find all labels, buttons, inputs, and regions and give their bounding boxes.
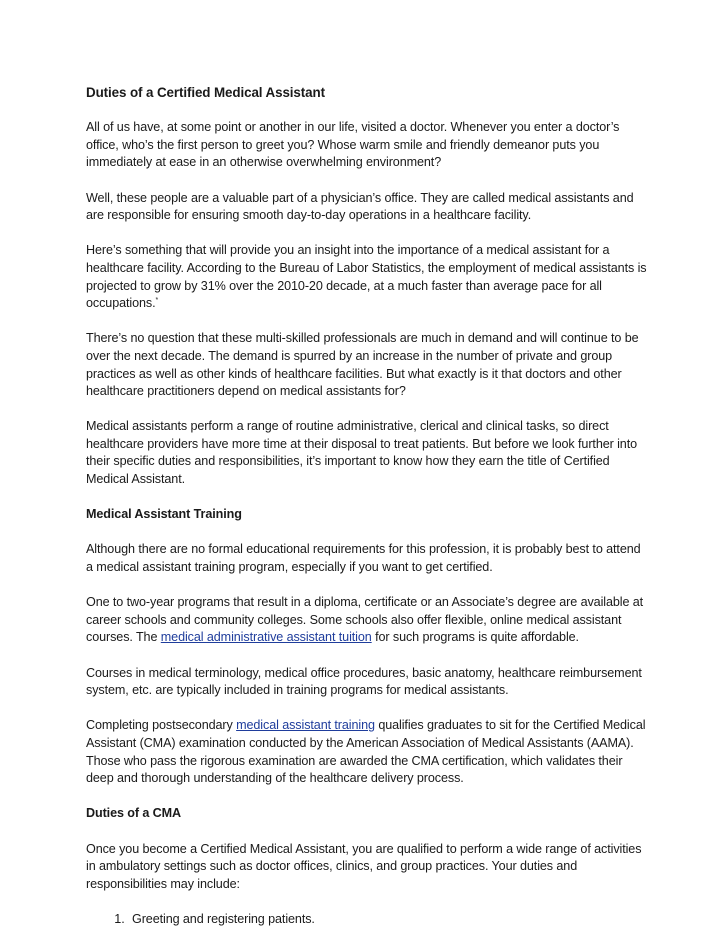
- paragraph-tasks: Medical assistants perform a range of routine administrative, clerical and clinical tasks, so direct healthcare providers have more time at their disposal to treat patients. But before we look further into their specific duties and responsibilities, it’s important to know how they earn the title of Certified Medical Assistant.: [86, 419, 638, 487]
- list-item: 1. Greeting and registering patients.: [128, 911, 648, 929]
- training-link[interactable]: medical assistant training: [236, 718, 375, 733]
- paragraph-courses: Courses in medical terminology, medical office procedures, basic anatomy, healthcare reimbursement system, etc. are typically included in training programs for medical assistants.: [86, 665, 642, 698]
- footnote-marker: *: [155, 297, 159, 305]
- paragraph-text: Here’s something that will provide you an insight into the importance of a medical assistant for a healthcare facility. According to the Bureau of Labor Statistics, the employment of medical assistants is projected to grow by 31% over the 2010-20 decade, at a much faster than average pace for all occupations.: [86, 243, 647, 311]
- paragraph-valuable-part: Well, these people are a valuable part of a physician’s office. They are called medical assistants and are responsible for ensuring smooth day-to-day operations in a healthcare facility.: [86, 190, 634, 223]
- paragraph-text: qualifies graduates to sit for the Certified Medical Assistant (CMA) examination conducted by the American Association of Medical Assistants (AAMA). Those who pass the rigorous examination are awarded the CMA certification, which validates their deep and thorough understanding of the healthcare delivery process.: [86, 718, 646, 786]
- paragraph-text: for such programs is quite affordable.: [371, 630, 579, 645]
- paragraph-duties-intro: Once you become a Certified Medical Assistant, you are qualified to perform a wide range of activities in ambulatory settings such as doctor offices, clinics, and group practices. Your duties and responsibilities may include:: [86, 841, 642, 891]
- document-title: Duties of a Certified Medical Assistant: [86, 85, 325, 100]
- paragraph-text: Completing postsecondary: [86, 718, 237, 733]
- paragraph-programs: [86, 594, 648, 647]
- paragraph-employment-growth: [86, 242, 648, 312]
- paragraph-intro: All of us have, at some point or another in our life, visited a doctor. Whenever you enter a doctor’s office, who’s the first person to greet you? Whose warm smile and friendly demeanor puts you immediately at ease in an otherwise overwhelming environment?: [86, 120, 620, 170]
- paragraph-education: Although there are no formal educational requirements for this profession, it is probably best to attend a medical assistant training program, especially if you want to get certified.: [86, 542, 641, 575]
- heading-duties: Duties of a CMA: [86, 806, 182, 821]
- document-page: [86, 84, 648, 929]
- paragraph-text: One to two-year programs that result in a diploma, certificate or an Associate’s degree are available at career schools and community colleges. Some schools also offer flexible, online medical assistant courses. The: [86, 595, 644, 645]
- paragraph-demand: There’s no question that these multi-skilled professionals are much in demand and will continue to be over the next decade. The demand is spurred by an increase in the number of private and group practices as well as other kinds of healthcare facilities. But what exactly is it that doctors and other healthcare practitioners depend on medical assistants for?: [86, 331, 639, 399]
- tuition-link[interactable]: medical administrative assistant tuition: [160, 630, 372, 645]
- paragraph-certification: [86, 717, 648, 787]
- duties-list: [86, 911, 648, 929]
- heading-training: Medical Assistant Training: [86, 507, 242, 522]
